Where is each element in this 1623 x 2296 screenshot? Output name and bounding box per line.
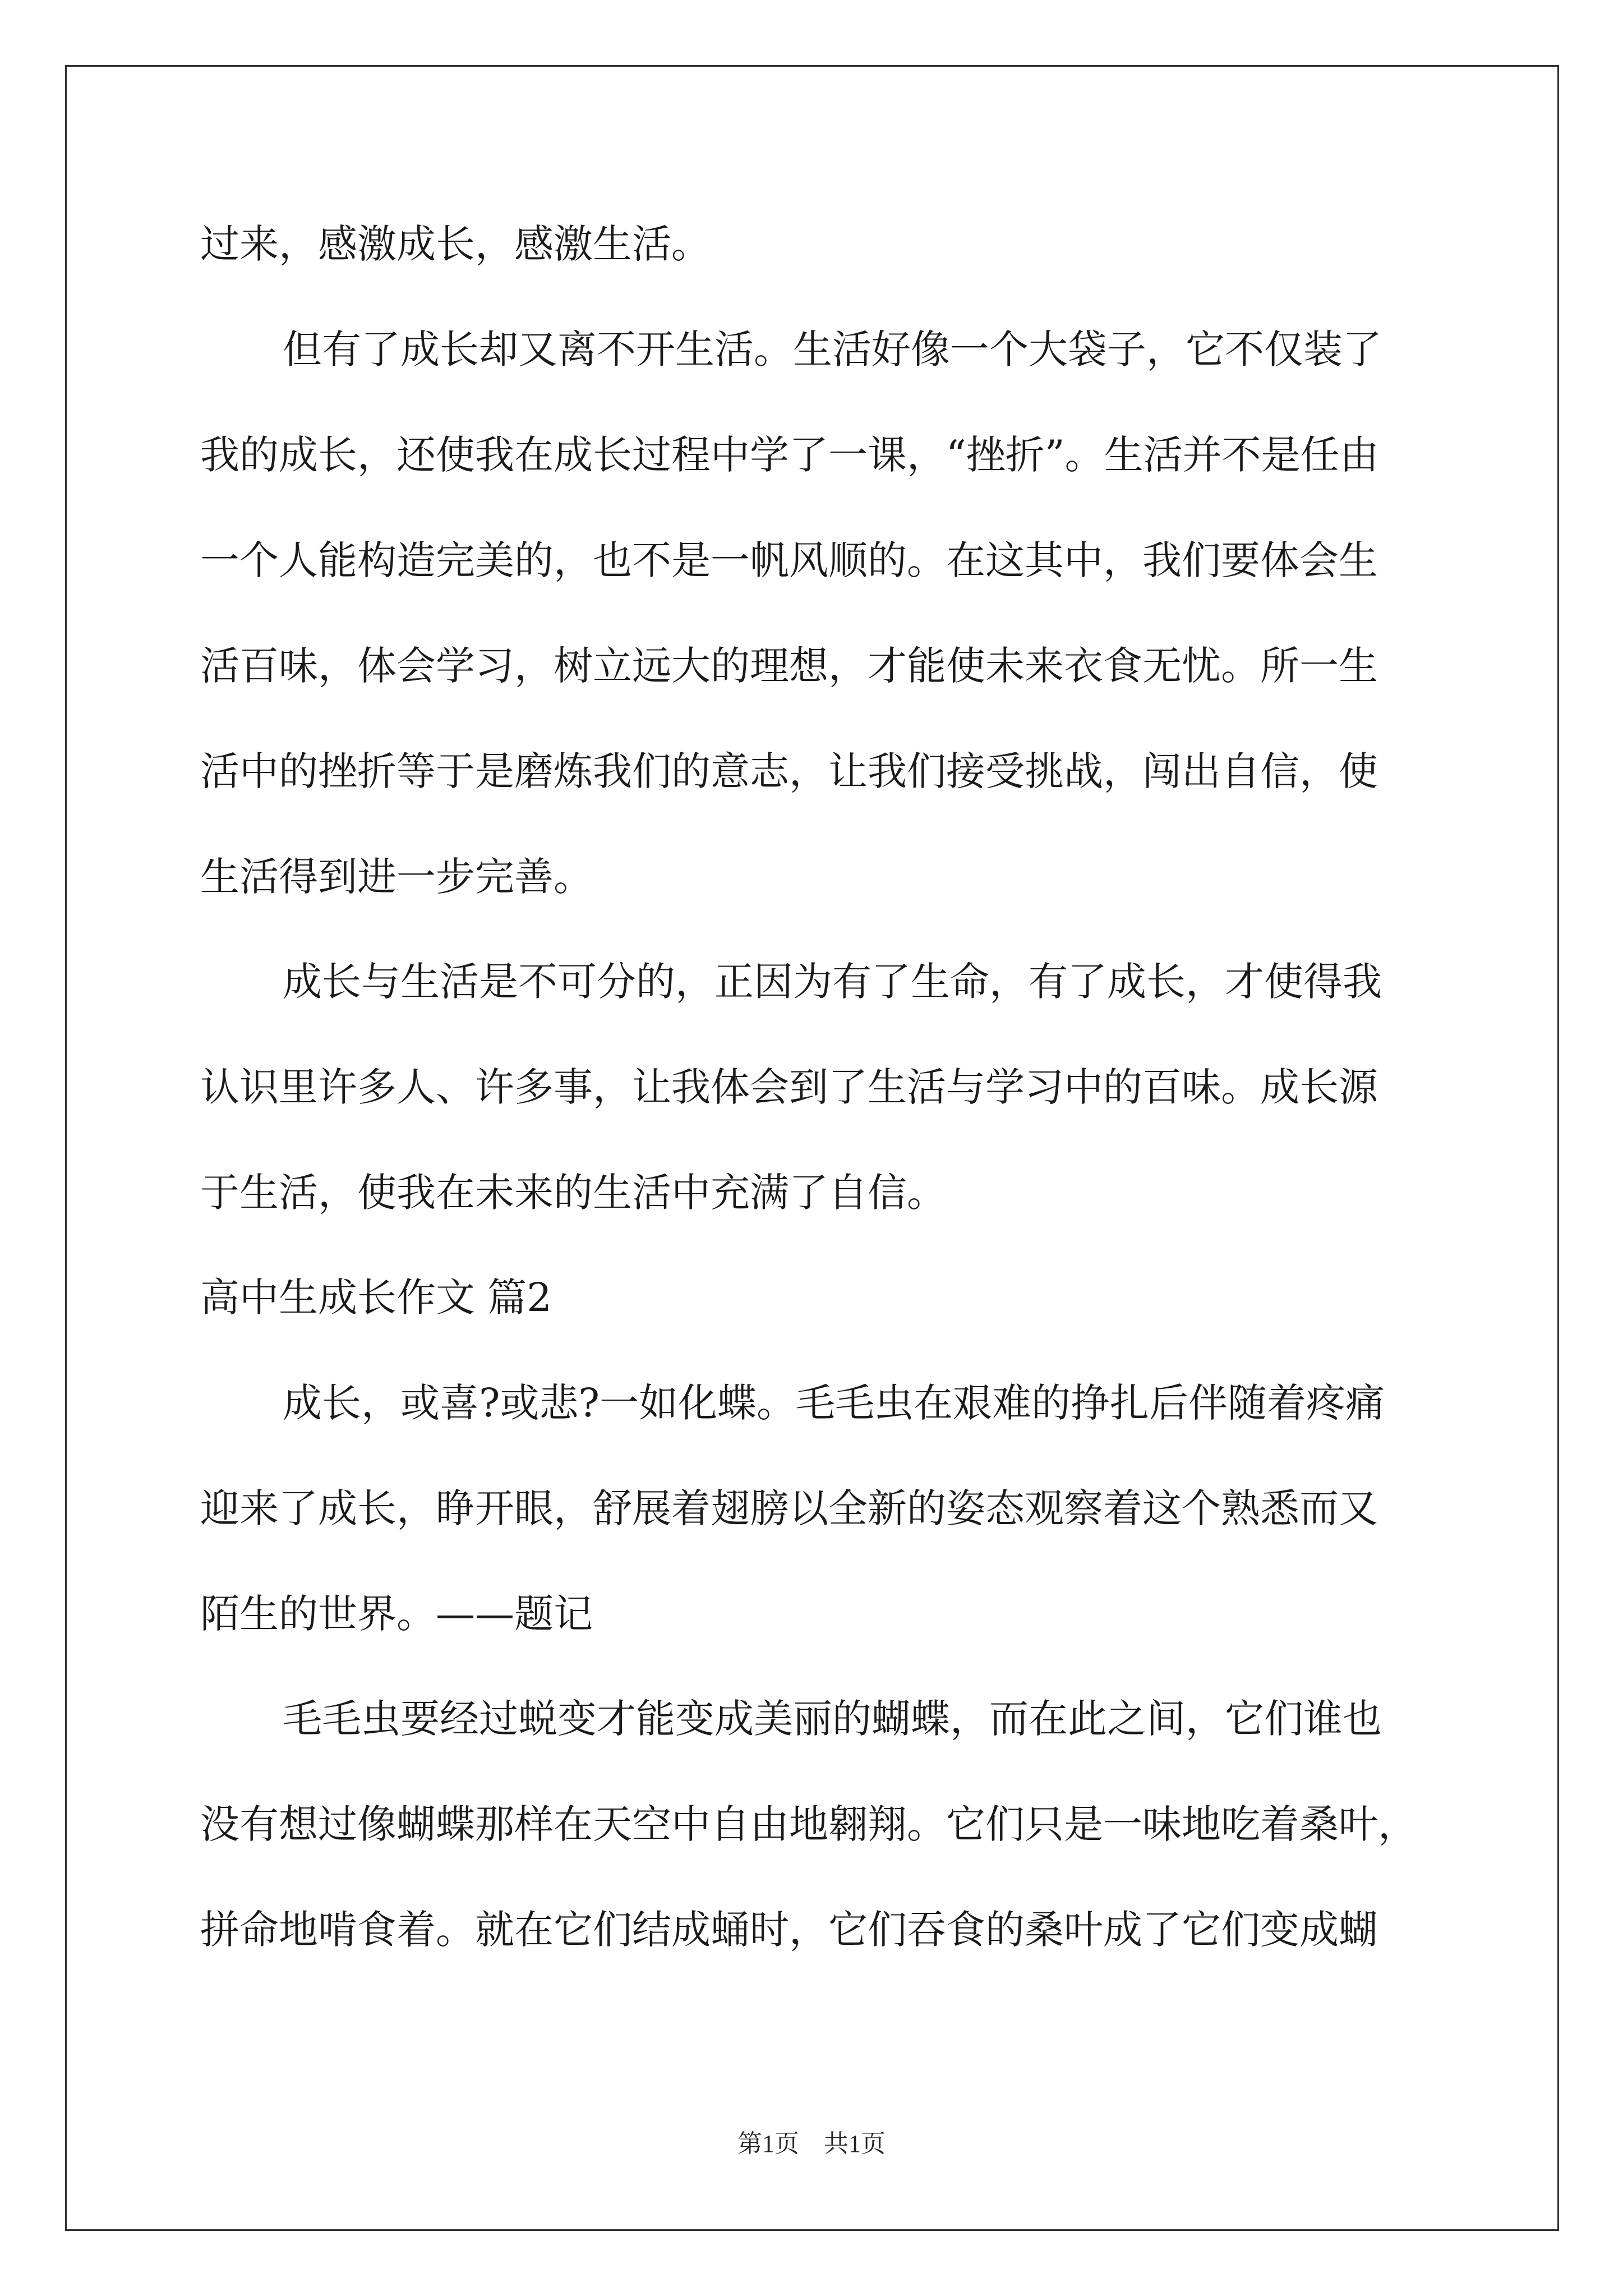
text-line: 但有了成长却又离不开生活。生活好像一个大袋子，它不仅装了 — [283, 326, 1382, 372]
text-line: 活中的挫折等于是磨炼我们的意志，让我们接受挑战，闯出自信，使 — [200, 748, 1378, 794]
text-line: 拼命地啃食着。就在它们结成蛹时，它们吞食的桑叶成了它们变成蝴 — [200, 1907, 1378, 1953]
text-line: 一个人能构造完美的，也不是一帆风顺的。在这其中，我们要体会生 — [200, 537, 1378, 583]
text-line: 成长与生活是不可分的，正因为有了生命，有了成长，才使得我 — [283, 959, 1382, 1005]
text-line: 没有想过像蝴蝶那样在天空中自由地翱翔。它们只是一味地吃着桑叶， — [200, 1801, 1417, 1847]
text-line: 迎来了成长，睁开眼，舒展着翅膀以全新的姿态观察着这个熟悉而又 — [200, 1485, 1378, 1531]
text-line: 陌生的世界。——题记 — [200, 1591, 593, 1637]
text-line: 成长，或喜?或悲?一如化蝶。毛毛虫在艰难的挣扎后伴随着疼痛 — [283, 1380, 1385, 1426]
text-line: 于生活，使我在未来的生活中充满了自信。 — [200, 1170, 946, 1216]
section-heading: 高中生成长作文 篇2 — [200, 1274, 552, 1320]
page-border — [65, 65, 1559, 2231]
text-line: 活百味，体会学习，树立远大的理想，才能使未来衣食无忧。所一生 — [200, 643, 1378, 689]
text-line: 过来，感激成长，感激生活。 — [200, 221, 711, 267]
text-line: 毛毛虫要经过蜕变才能变成美丽的蝴蝶，而在此之间，它们谁也 — [283, 1696, 1382, 1742]
text-line: 认识里许多人、许多事，让我体会到了生活与学习中的百味。成长源 — [200, 1064, 1378, 1110]
text-line: 生活得到进一步完善。 — [200, 854, 593, 900]
page-footer: 第1页 共1页 — [737, 2130, 886, 2157]
text-line: 我的成长，还使我在成长过程中学了一课，“挫折”。生活并不是任由 — [200, 432, 1379, 478]
